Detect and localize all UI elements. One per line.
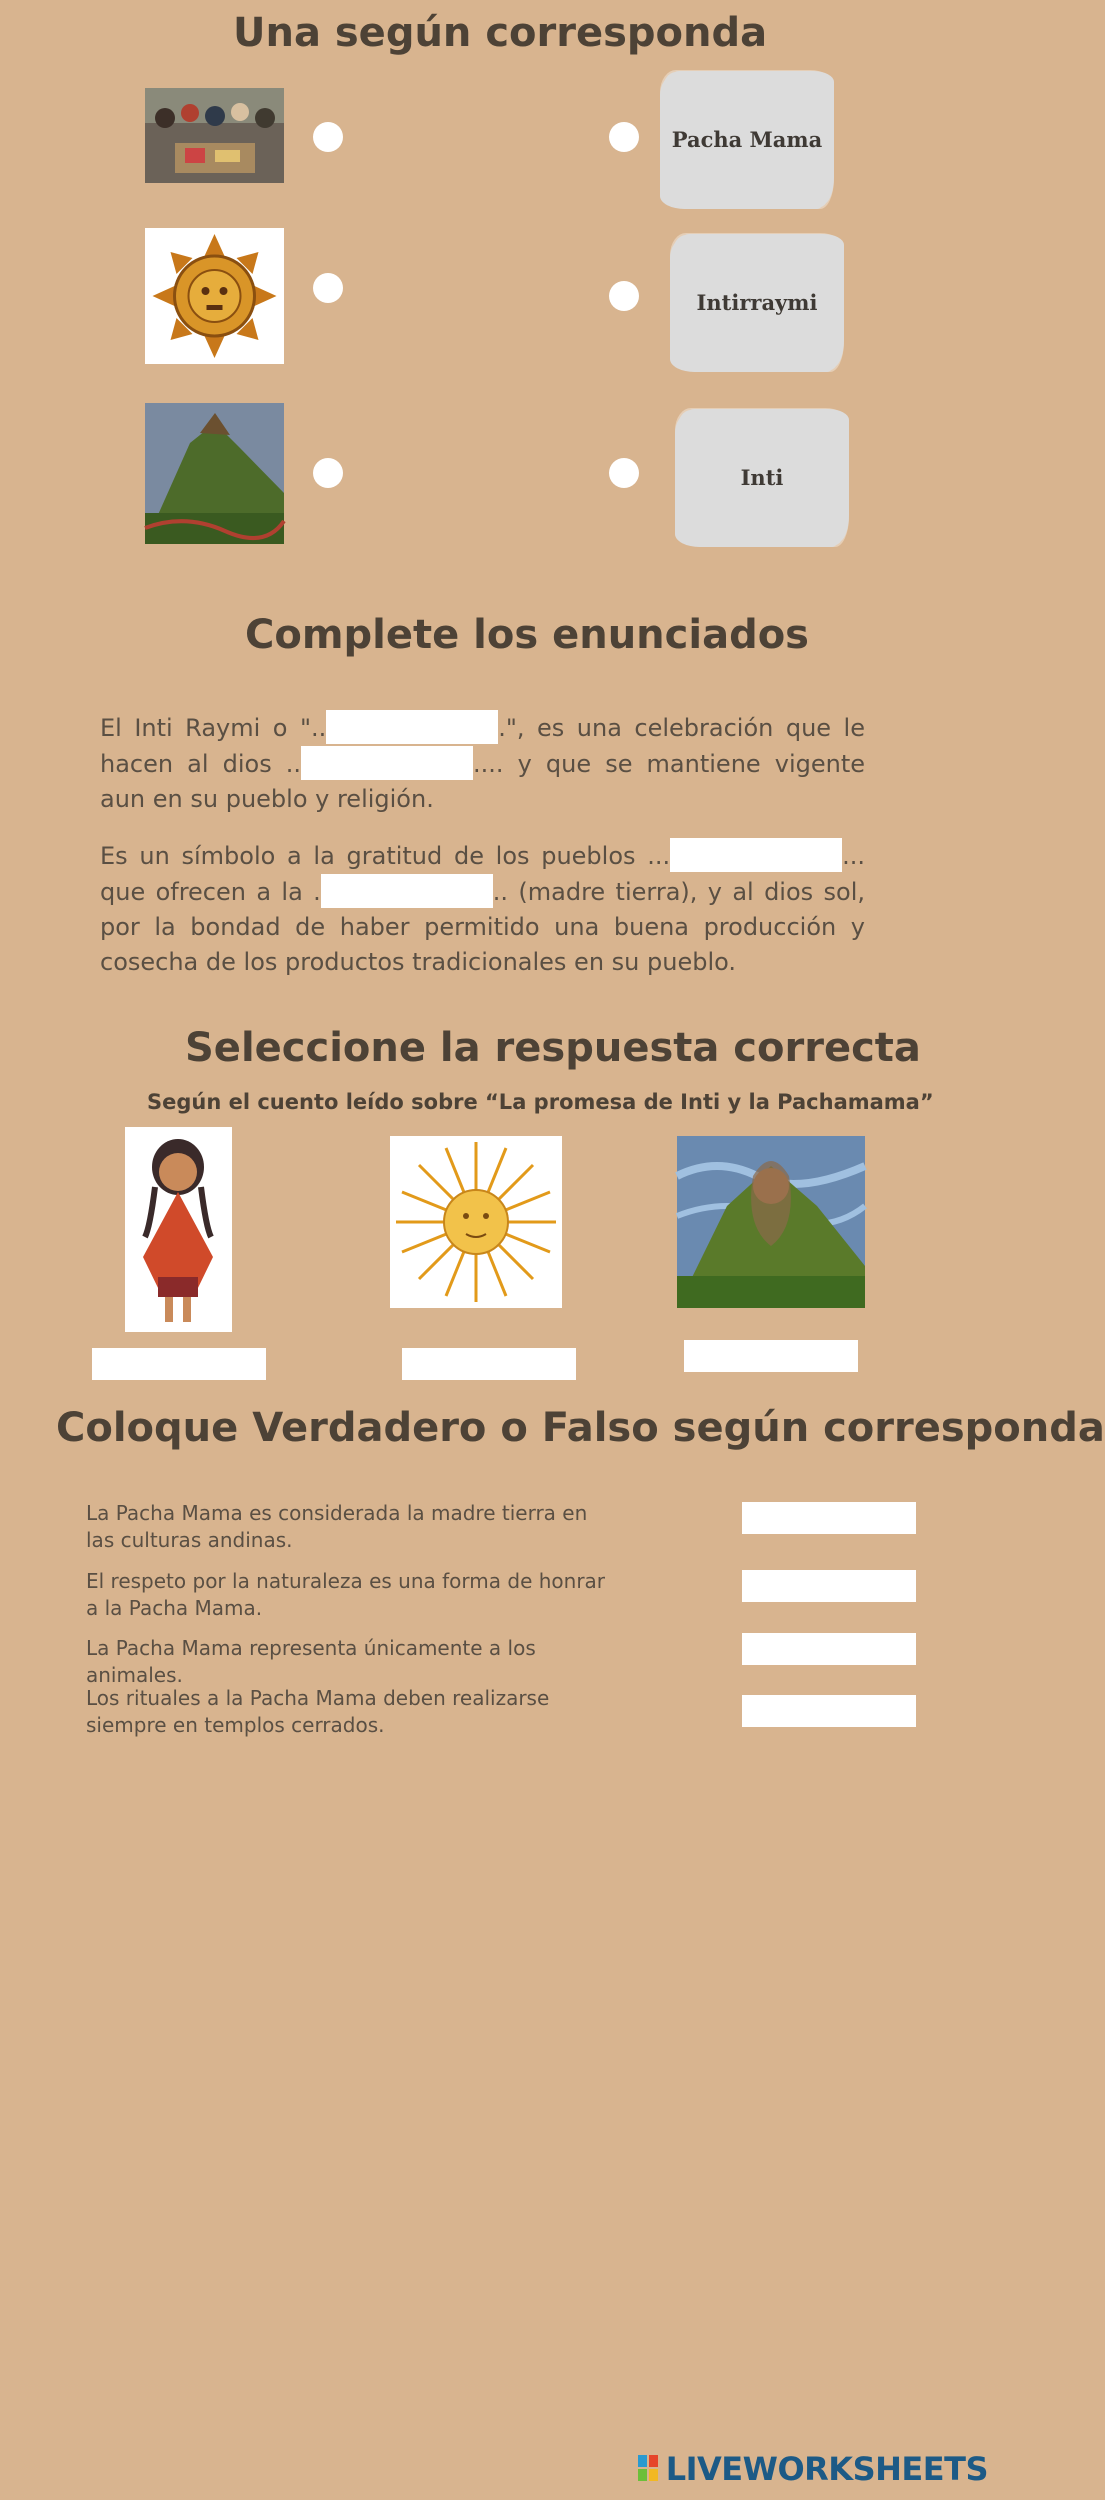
pachamama-image: [677, 1136, 865, 1308]
andean-girl-image: [125, 1127, 232, 1332]
statement-1: La Pacha Mama es considerada la madre tierra en las culturas andinas.: [86, 1501, 588, 1552]
blank-1[interactable]: [326, 710, 498, 744]
paragraph-1: [100, 710, 865, 817]
match-label-3-text: Inti: [740, 465, 784, 490]
logo-text: LIVEWORKSHEETS: [665, 2450, 988, 2488]
tf-answer-2[interactable]: [742, 1570, 916, 1602]
match-label-2-text: Intirraymi: [696, 290, 818, 315]
tf-answer-4[interactable]: [742, 1695, 916, 1727]
tf-answer-1[interactable]: [742, 1502, 916, 1534]
mountain-photo: [145, 403, 284, 544]
section4-title: Coloque Verdadero o Falso según corresponda: [56, 1405, 1105, 1451]
statement-2: El respeto por la naturaleza es una forma de honrar a la Pacha Mama.: [86, 1569, 606, 1620]
match-label-1: [662, 72, 832, 207]
match-dot-left-3[interactable]: [313, 458, 343, 488]
inti-sun-photo: [145, 228, 284, 364]
match-dot-right-1[interactable]: [609, 122, 639, 152]
match-label-1-text: Pacha Mama: [671, 127, 823, 152]
blank-3[interactable]: [670, 838, 842, 872]
logo-mark-icon: [638, 2455, 660, 2483]
section3-subtitle: Según el cuento leído sobre “La promesa de Inti y la Pachamama”: [147, 1090, 934, 1114]
select-answer-girl[interactable]: [92, 1348, 266, 1380]
blank-2[interactable]: [301, 746, 473, 780]
p2-text-a: Es un símbolo a la gratitud de los pueblos ...: [100, 842, 671, 870]
statement-4: Los rituales a la Pacha Mama deben realizarse siempre en templos cerrados.: [86, 1686, 550, 1737]
blank-4[interactable]: [321, 874, 493, 908]
match-label-3: [677, 410, 847, 545]
p2-text-c: .. (madre tierra), y al dios sol, por la bondad de haber permitido una buena producción y cosecha de los productos tradicionales en su pueblo.: [100, 878, 865, 976]
match-dot-left-2[interactable]: [313, 273, 343, 303]
liveworksheets-logo[interactable]: [638, 2450, 988, 2488]
p2-text-b: ... que ofrecen a la .: [100, 842, 865, 906]
section1-title: Una según corresponda: [233, 10, 768, 56]
match-dot-right-3[interactable]: [609, 458, 639, 488]
ritual-photo: [145, 88, 284, 183]
statement-3: La Pacha Mama representa únicamente a los animales.: [86, 1636, 536, 1687]
p1-text-a: El Inti Raymi o "..: [100, 714, 327, 742]
tf-answer-3[interactable]: [742, 1633, 916, 1665]
select-answer-sun[interactable]: [402, 1348, 576, 1380]
p1-text-b: .", es una celebración que le hacen al dios ..: [100, 714, 865, 778]
sun-of-may-image: [390, 1136, 562, 1308]
match-dot-right-2[interactable]: [609, 281, 639, 311]
paragraph-2: [100, 838, 865, 980]
match-label-2: [672, 235, 842, 370]
section3-title: Seleccione la respuesta correcta: [185, 1025, 921, 1071]
match-dot-left-1[interactable]: [313, 122, 343, 152]
p1-text-c: .... y que se mantiene vigente aun en su pueblo y religión.: [100, 750, 866, 813]
section2-title: Complete los enunciados: [245, 612, 809, 658]
select-answer-pachamama[interactable]: [684, 1340, 858, 1372]
